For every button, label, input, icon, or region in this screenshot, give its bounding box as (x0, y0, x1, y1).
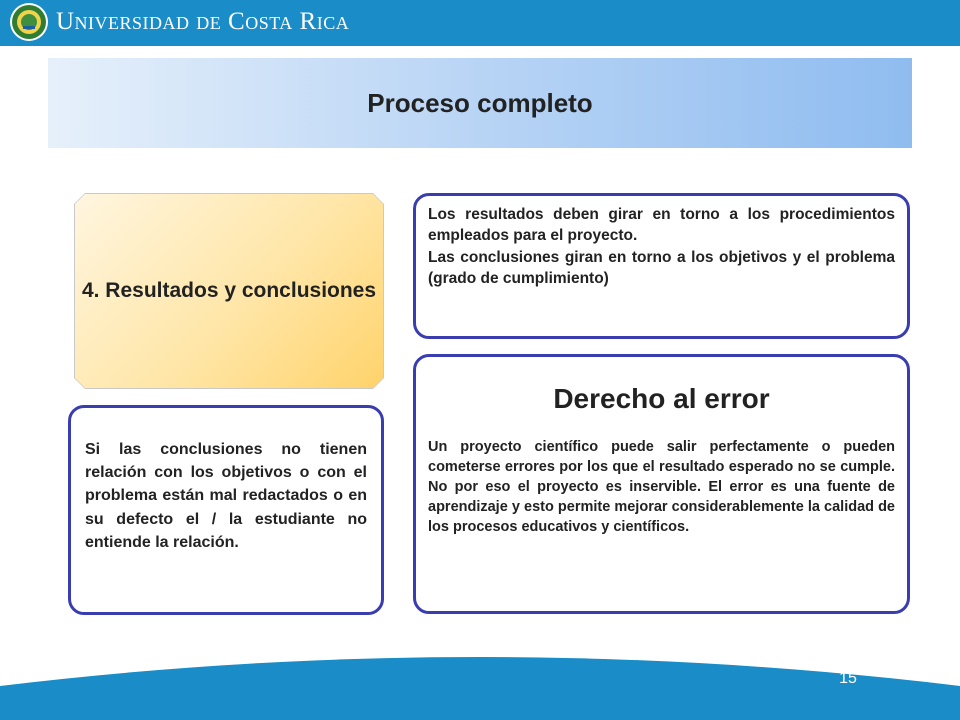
bottom-wave (0, 640, 960, 720)
note-text: Si las conclusiones no tienen relación con los objetivos o con el problema están mal redactados o en su defecto el / la estudiante no entiende la relación. (85, 441, 367, 551)
note-box (68, 405, 384, 615)
header-bar (0, 0, 960, 46)
title-band (48, 58, 912, 148)
error-title: Derecho al error (553, 383, 770, 414)
results-box (413, 193, 910, 339)
university-seal-icon (9, 2, 49, 42)
error-text: Un proyecto científico puede salir perfectamente o pueden cometerse errores por los que el resultado esperado no se cumple. No por eso el proyecto es inservible. El error es una fuente de aprendizaje y esto permite mejorar considerablemente la calidad de los procesos educativos y científicos. (428, 439, 895, 535)
results-paragraph: Los resultados deben girar en torno a los procedimientos empleados para el proyecto. (428, 206, 895, 245)
conclusions-paragraph: Las conclusiones giran en torno a los objetivos y el problema (grado de cumplimiento) (428, 248, 895, 288)
error-box (413, 354, 910, 614)
step-label: 4. Resultados y conclusiones (81, 279, 377, 303)
page-number: 15 (839, 670, 857, 687)
slide-title: Proceso completo (367, 87, 593, 118)
university-name: Universidad de Costa Rica (56, 8, 350, 35)
